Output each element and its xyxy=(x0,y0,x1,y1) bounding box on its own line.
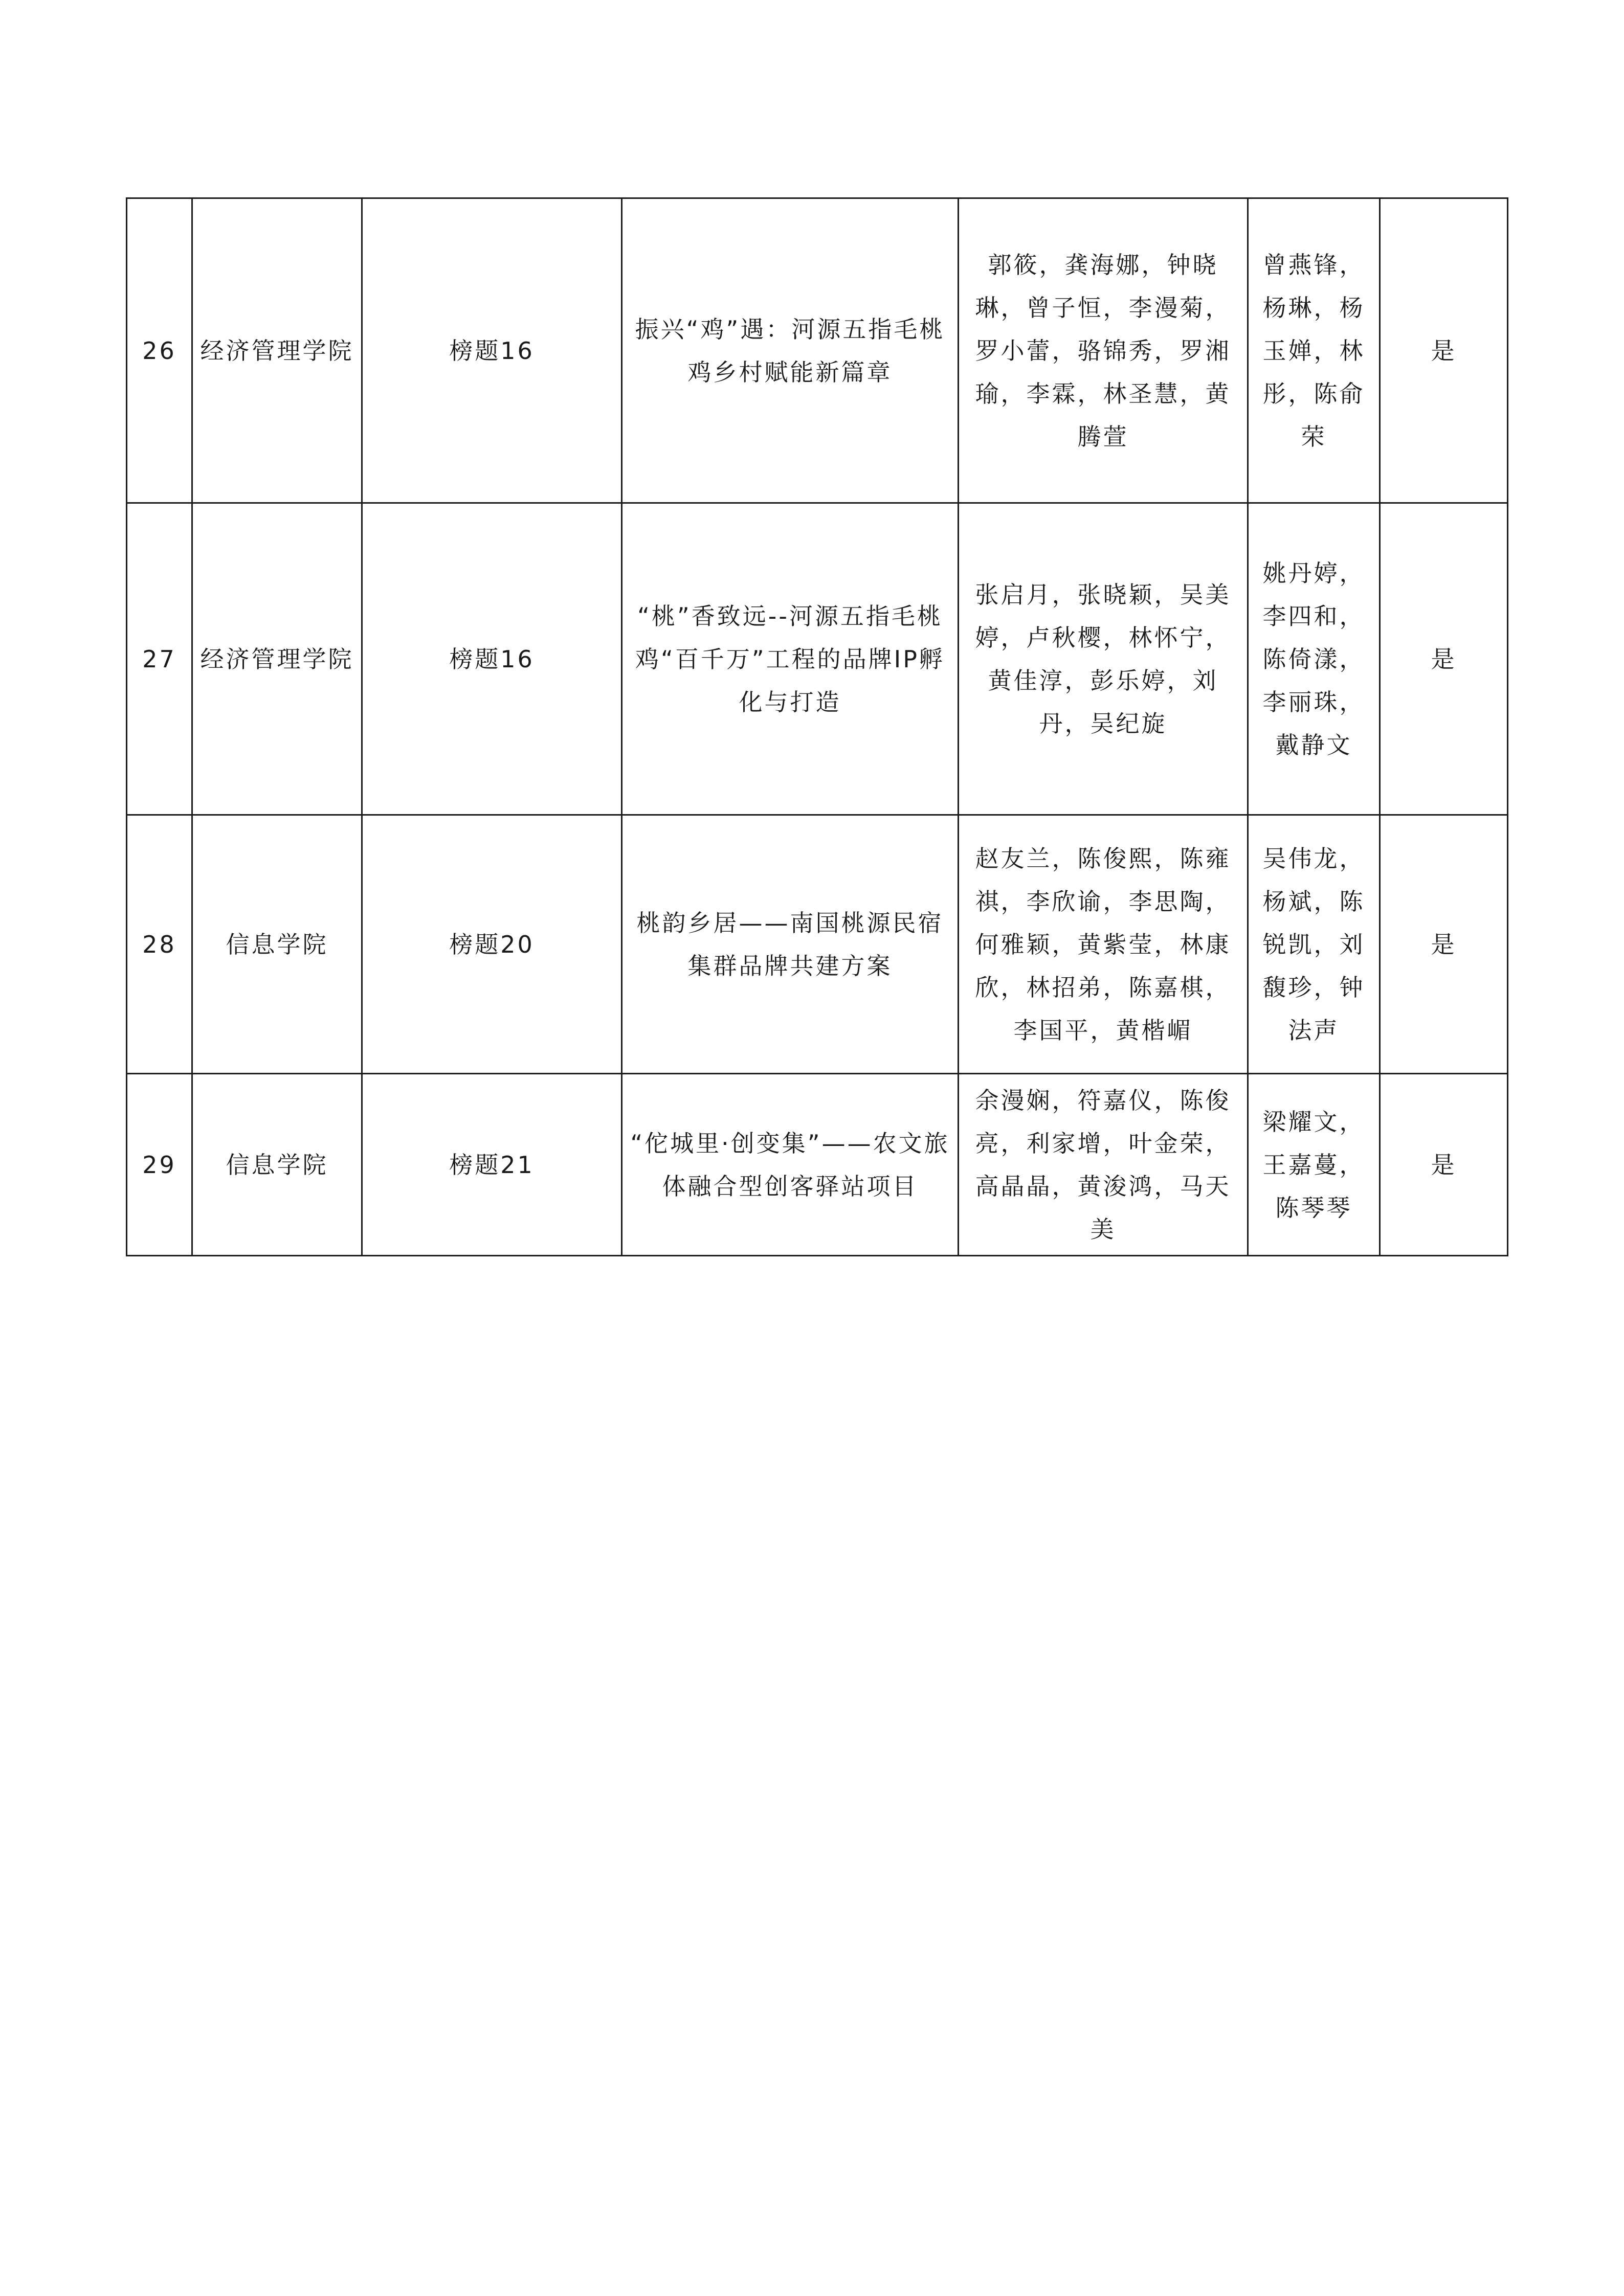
approved-status: 是 xyxy=(1431,645,1457,673)
row-number: 29 xyxy=(142,1151,176,1179)
advisors-cell xyxy=(1248,503,1380,815)
college-name: 信息学院 xyxy=(226,930,328,958)
approved-cell xyxy=(1380,815,1508,1074)
member-list: 张启月，张晓颖，吴美婷，卢秋樱，林怀宁，黄佳淳，彭乐婷，刘丹，吴纪旋 xyxy=(975,580,1231,737)
project-cell xyxy=(622,503,959,815)
project-cell xyxy=(622,1074,959,1256)
roster-table xyxy=(126,197,1508,1256)
member-list: 赵友兰，陈俊熙，陈雍祺，李欣谕，李思陶，何雅颖，黄紫莹，林康欣，林招弟，陈嘉棋，李国平，黄楷嵋 xyxy=(975,844,1231,1044)
row-number-cell xyxy=(127,198,192,503)
topic-cell xyxy=(362,1074,622,1256)
college-cell xyxy=(192,1074,362,1256)
college-name: 经济管理学院 xyxy=(200,645,354,673)
advisor-list: 梁耀文，王嘉蔓，陈琴琴 xyxy=(1262,1108,1365,1222)
project-title: “佗城里·创变集”——农文旅体融合型创客驿站项目 xyxy=(630,1129,950,1200)
members-cell xyxy=(959,815,1248,1074)
table-row xyxy=(127,815,1508,1074)
topic-label: 榜题21 xyxy=(449,1151,535,1179)
topic-label: 榜题16 xyxy=(449,645,535,673)
advisors-cell xyxy=(1248,198,1380,503)
row-number-cell xyxy=(127,1074,192,1256)
row-number: 27 xyxy=(142,645,176,673)
members-cell xyxy=(959,198,1248,503)
advisors-cell xyxy=(1248,815,1380,1074)
row-number-cell xyxy=(127,815,192,1074)
row-number-cell xyxy=(127,503,192,815)
project-cell xyxy=(622,815,959,1074)
college-name: 信息学院 xyxy=(226,1151,328,1179)
table-row xyxy=(127,503,1508,815)
topic-cell xyxy=(362,503,622,815)
topic-cell xyxy=(362,198,622,503)
advisors-cell xyxy=(1248,1074,1380,1256)
topic-cell xyxy=(362,815,622,1074)
advisor-list: 吴伟龙，杨斌，陈锐凯，刘馥珍，钟法声 xyxy=(1262,844,1365,1044)
table-row xyxy=(127,1074,1508,1256)
advisor-list: 曾燕锋，杨琳，杨玉婵，林彤，陈俞荣 xyxy=(1262,251,1365,451)
row-number: 28 xyxy=(142,930,176,958)
college-cell xyxy=(192,503,362,815)
members-cell xyxy=(959,503,1248,815)
approved-status: 是 xyxy=(1431,336,1457,365)
college-cell xyxy=(192,815,362,1074)
approved-cell xyxy=(1380,503,1508,815)
project-title: “桃”香致远--河源五指毛桃鸡“百千万”工程的品牌IP孵化与打造 xyxy=(635,602,945,716)
project-cell xyxy=(622,198,959,503)
row-number: 26 xyxy=(142,336,176,365)
college-name: 经济管理学院 xyxy=(200,336,354,365)
table-row xyxy=(127,198,1508,503)
project-title: 振兴“鸡”遇：河源五指毛桃鸡乡村赋能新篇章 xyxy=(635,315,945,386)
member-list: 余漫娴，符嘉仪，陈俊亮，利家增，叶金荣，高晶晶，黄浚鸿，马天美 xyxy=(975,1086,1231,1243)
advisor-list: 姚丹婷，李四和，陈倚漾，李丽珠，戴静文 xyxy=(1262,559,1365,759)
topic-label: 榜题20 xyxy=(449,930,535,958)
approved-status: 是 xyxy=(1431,1151,1457,1179)
project-title: 桃韵乡居——南国桃源民宿集群品牌共建方案 xyxy=(636,909,944,980)
topic-label: 榜题16 xyxy=(449,336,535,365)
approved-status: 是 xyxy=(1431,930,1457,958)
approved-cell xyxy=(1380,1074,1508,1256)
college-cell xyxy=(192,198,362,503)
member-list: 郭筱，龚海娜，钟晓琳，曾子恒，李漫菊，罗小蕾，骆锦秀，罗湘瑜，李霖，林圣慧，黄腾萱 xyxy=(975,251,1231,451)
members-cell xyxy=(959,1074,1248,1256)
approved-cell xyxy=(1380,198,1508,503)
